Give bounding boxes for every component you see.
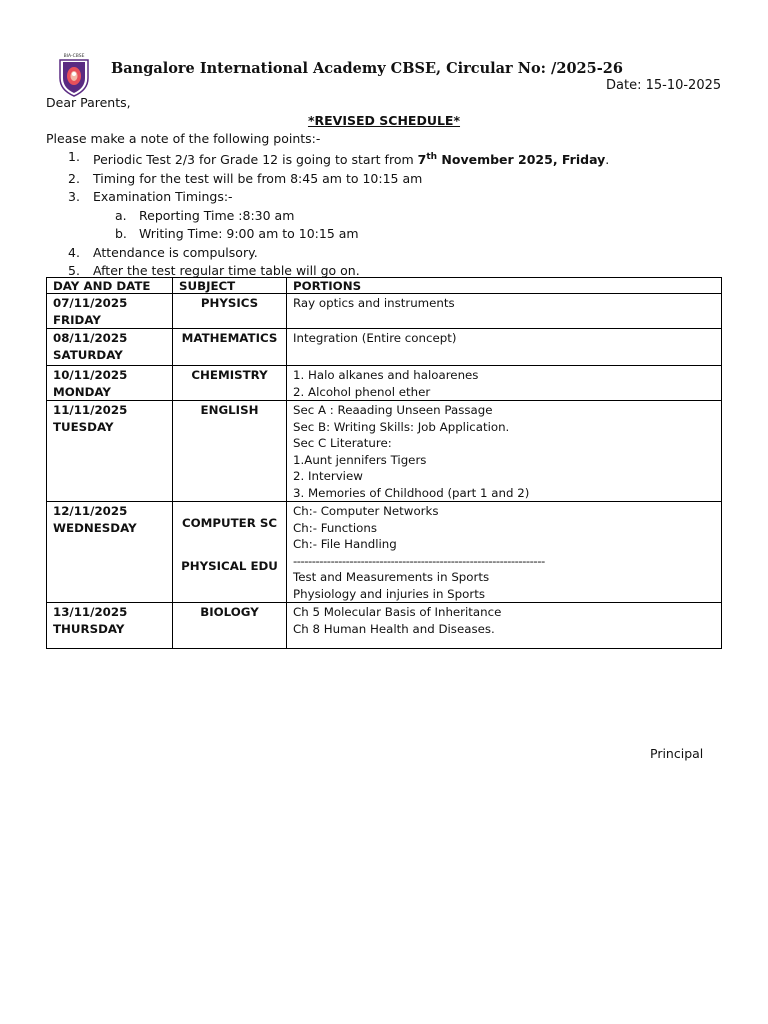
day-cell: 12/11/2025 WEDNESDAY [47,502,173,603]
school-logo [54,52,94,100]
day-cell: 11/11/2025 TUESDAY [47,401,173,502]
school-title: Bangalore International Academy CBSE, Circular No: /2025-26 [111,60,623,77]
day-cell: 08/11/2025 SATURDAY [47,329,173,366]
circular-date: Date: 15-10-2025 [606,78,722,93]
portions-cell: Integration (Entire concept) [287,329,722,366]
principal-signature-label: Principal [650,746,704,761]
table-row [47,294,722,329]
subject-cell: MATHEMATICS [173,329,287,366]
portions-cell: 1. Halo alkanes and haloarenes 2. Alcohol phenol ether [287,366,722,401]
divider-dashes: ------------------------------------------------------------------- [293,553,545,568]
subject-cell: ENGLISH [173,401,287,502]
logo-text: BIA-CBSE [63,54,85,59]
header-portions: PORTIONS [287,278,722,294]
intro-line: Please make a note of the following points:- [46,131,321,146]
day-cell: 07/11/2025 FRIDAY [47,294,173,329]
sub-point-item: a. Reporting Time :8:30 am [115,207,295,223]
portions-cell: Ch 5 Molecular Basis of Inheritance Ch 8 Human Health and Diseases. [287,603,722,649]
header-subject: SUBJECT [173,278,287,294]
subject-cell: BIOLOGY [173,603,287,649]
sub-point-item: b. Writing Time: 9:00 am to 10:15 am [115,226,359,242]
subject-cell: CHEMISTRY [173,366,287,401]
subject-physical-edu: PHYSICAL EDU [181,558,278,573]
point-item: 4. Attendance is compulsory. [68,244,258,260]
table-row [47,329,722,366]
point-item: 5. After the test regular time table will go on. [68,263,360,279]
table-row [47,366,722,401]
portions-cell: Sec A : Reaading Unseen Passage Sec B: Writing Skills: Job Application. Sec C Literature: 1.Aunt jennifers Tigers 2. Interview 3. Memories of Childhood (part 1 and 2) [287,401,722,502]
subject-cell [173,502,287,603]
day-cell: 13/11/2025 THURSDAY [47,603,173,649]
point-item: 3. Examination Timings:- [68,189,233,205]
portions-cell: Ray optics and instruments [287,294,722,329]
subject-computer-sc: COMPUTER SC [181,516,278,530]
point-item: 1. Periodic Test 2/3 for Grade 12 is going to start from 7th November 2025, Friday. [68,149,610,168]
point-item: 2. Timing for the test will be from 8:45 am to 10:15 am [68,170,423,186]
table-row [47,401,722,502]
salutation: Dear Parents, [46,95,131,110]
table-row [47,502,722,603]
notice-points [68,148,609,281]
portions-cell: Ch:- Computer Networks Ch:- Functions Ch:- File Handling ------------------------------------------------------------------- Test and Measurements in Sports Physiology and injuries in Sports [287,502,722,603]
table-header-row [47,278,722,294]
header-day-date: DAY AND DATE [47,278,173,294]
table-row [47,603,722,649]
subject-cell: PHYSICS [173,294,287,329]
exam-schedule-table [46,277,722,649]
day-cell: 10/11/2025 MONDAY [47,366,173,401]
revised-schedule-heading: *REVISED SCHEDULE* [307,113,461,128]
